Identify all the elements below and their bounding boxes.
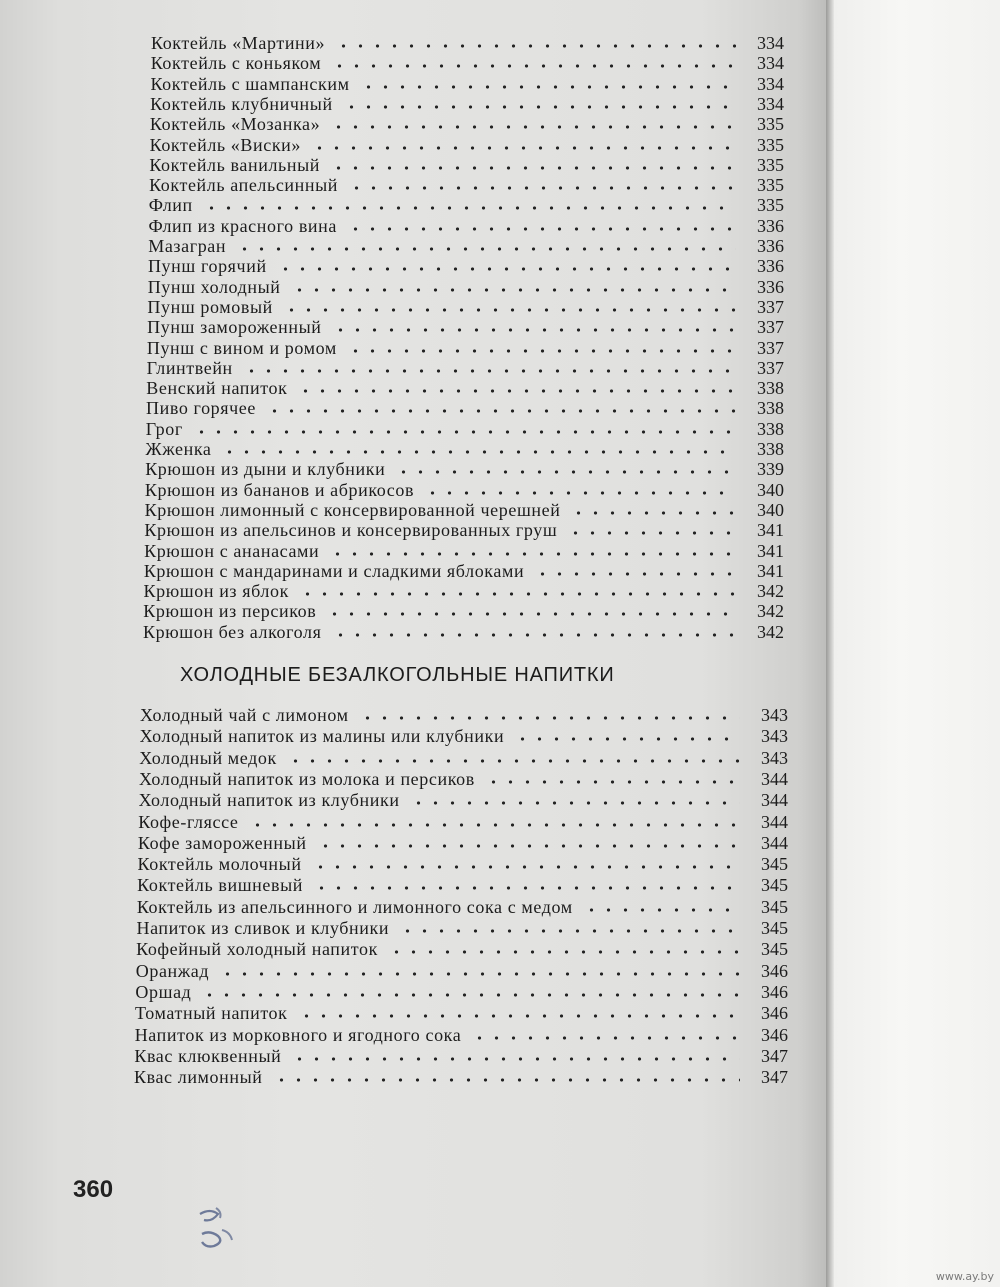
toc-entry-page: 341 xyxy=(756,560,784,581)
toc-entry-title: Квас лимонный xyxy=(134,1067,263,1088)
toc-entry xyxy=(135,982,788,1003)
dot-leader xyxy=(189,429,736,435)
toc-entry xyxy=(135,1003,788,1024)
toc-entry-title: Коктейль «Виски» xyxy=(149,134,302,155)
toc-entry-page: 345 xyxy=(760,854,788,875)
toc-entry-title: Флип xyxy=(148,195,193,216)
toc-entry xyxy=(146,398,784,419)
toc-entry xyxy=(144,541,784,562)
dot-leader xyxy=(530,571,736,577)
toc-entry xyxy=(140,705,788,726)
toc-entry xyxy=(147,297,784,318)
dot-leader xyxy=(307,145,736,151)
dot-leader xyxy=(406,800,740,806)
dot-leader xyxy=(279,307,736,313)
toc-entry-title: Холодный медок xyxy=(139,747,277,768)
dot-leader xyxy=(328,632,736,638)
toc-entry-page: 345 xyxy=(760,939,788,960)
toc-entry-title: Холодный напиток из малины или клубники xyxy=(139,726,505,747)
toc-entry-title: Коктейль вишневый xyxy=(137,875,304,896)
toc-entry-title: Венский напиток xyxy=(146,378,288,399)
toc-entry xyxy=(148,236,784,257)
toc-entry-page: 345 xyxy=(760,875,788,896)
toc-entry xyxy=(147,358,784,379)
dot-leader xyxy=(273,266,736,272)
toc-entry xyxy=(137,875,788,896)
toc-entry xyxy=(146,378,784,399)
toc-entry-page: 336 xyxy=(756,256,784,277)
toc-entry-page: 341 xyxy=(756,540,784,561)
toc-entry-page: 336 xyxy=(756,236,784,256)
dot-leader xyxy=(331,43,736,49)
toc-entry-title: Квас клюквенный xyxy=(134,1045,282,1066)
toc-entry xyxy=(138,854,788,875)
toc-entry-page: 346 xyxy=(760,960,788,981)
dot-leader xyxy=(199,205,736,211)
dot-leader xyxy=(308,864,740,870)
toc-entry-title: Оранжад xyxy=(135,960,210,981)
toc-entry xyxy=(134,1046,788,1067)
dot-leader xyxy=(325,551,736,557)
page-edge-shadow xyxy=(826,0,834,1287)
toc-entry xyxy=(145,500,784,521)
toc-entry xyxy=(140,726,788,747)
dot-leader xyxy=(563,530,736,536)
dot-leader xyxy=(269,1077,740,1083)
dot-leader xyxy=(391,469,736,475)
dot-leader xyxy=(343,348,736,354)
section-heading: ХОЛОДНЫЕ БЕЗАЛКОГОЛЬНЫЕ НАПИТКИ xyxy=(180,664,615,686)
dot-leader xyxy=(287,287,736,293)
toc-entry xyxy=(147,317,784,338)
toc-entry-title: Холодный напиток из молока и персиков xyxy=(138,768,475,789)
dot-leader xyxy=(322,611,736,617)
toc-entry xyxy=(149,195,784,216)
toc-entry-title: Флип из красного вина xyxy=(148,215,337,236)
toc-entry-page: 343 xyxy=(760,726,788,747)
toc-entry xyxy=(149,175,784,196)
toc-entry xyxy=(138,812,788,833)
toc-entry-title: Коктейль апельсинный xyxy=(149,175,339,196)
toc-entry-title: Пунш с вином и ромом xyxy=(146,337,337,358)
toc-entry-title: Пунш горячий xyxy=(147,256,267,277)
toc-entry-page: 344 xyxy=(760,768,788,789)
toc-entry xyxy=(137,897,788,918)
toc-entry-page: 338 xyxy=(756,418,784,439)
toc-entry xyxy=(147,338,784,359)
dot-leader xyxy=(262,408,736,414)
toc-entry-title: Крюшон из бананов и абрикосов xyxy=(144,479,415,500)
toc-entry-title: Крюшон лимонный с консервированной черешней xyxy=(144,499,561,520)
toc-entry-page: 337 xyxy=(756,296,784,317)
toc-entry-title: Кофе замороженный xyxy=(137,832,307,853)
toc-entry-title: Кофейный холодный напиток xyxy=(136,939,378,960)
toc-entry-title: Холодный напиток из клубники xyxy=(138,790,400,811)
toc-entry-title: Холодный чай с лимоном xyxy=(140,705,349,725)
toc-entry xyxy=(148,256,784,277)
toc-entry-title: Коктейль «Мозанка» xyxy=(149,114,321,135)
toc-entry xyxy=(150,114,784,135)
dot-leader xyxy=(326,165,736,171)
toc-entry xyxy=(145,439,784,460)
toc-entry-title: Коктейль «Мартини» xyxy=(151,33,326,53)
toc-entry-page: 344 xyxy=(760,811,788,832)
toc-entry-page: 343 xyxy=(760,747,788,768)
toc-entry xyxy=(150,74,784,95)
dot-leader xyxy=(309,885,740,891)
toc-entry-page: 346 xyxy=(760,1024,788,1045)
toc-entry-page: 340 xyxy=(756,479,784,500)
toc-entry-title: Грог xyxy=(145,418,183,439)
toc-entry-title: Крюшон с ананасами xyxy=(144,540,320,561)
toc-entry-title: Глинтвейн xyxy=(146,357,233,378)
toc-entry-page: 337 xyxy=(756,317,784,338)
toc-entry-title: Крюшон с мандаринами и сладкими яблоками xyxy=(143,560,525,581)
toc-entry-title: Напиток из морковного и ягодного сока xyxy=(134,1024,462,1045)
dot-leader xyxy=(510,736,740,742)
toc-entry-title: Коктейль из апельсинного и лимонного сока с медом xyxy=(136,896,573,917)
toc-entry-page: 347 xyxy=(761,1067,788,1088)
dot-leader xyxy=(384,949,740,955)
dot-leader xyxy=(566,510,736,516)
toc-entry-page: 335 xyxy=(756,154,784,175)
toc-entry xyxy=(151,53,784,74)
toc-entry-page: 343 xyxy=(761,705,788,725)
toc-entry-page: 335 xyxy=(756,114,784,135)
toc-entry-title: Коктейль с шампанским xyxy=(150,73,350,94)
toc-entry-page: 346 xyxy=(760,1003,788,1024)
toc-entry xyxy=(136,939,788,960)
dot-leader xyxy=(344,185,736,191)
toc-entry xyxy=(148,277,784,298)
dot-leader xyxy=(313,843,740,849)
toc-entry-title: Коктейль клубничный xyxy=(150,93,333,114)
dot-leader xyxy=(356,84,736,90)
toc-entry xyxy=(150,135,784,156)
toc-entry-page: 347 xyxy=(760,1045,788,1066)
toc-entry-page: 336 xyxy=(756,276,784,297)
dot-leader xyxy=(339,104,736,110)
toc-entry xyxy=(144,581,784,602)
toc-entry xyxy=(144,561,784,582)
dot-leader xyxy=(467,1035,740,1041)
dot-leader xyxy=(327,63,736,69)
toc-entry-title: Коктейль с коньяком xyxy=(150,53,322,74)
toc-entry-page: 335 xyxy=(756,134,784,155)
toc-entry-title: Крюшон из апельсинов и консервированных груш xyxy=(144,520,558,541)
toc-entry-page: 335 xyxy=(756,175,784,196)
toc-entry xyxy=(139,790,788,811)
toc-entry xyxy=(139,769,788,790)
dot-leader xyxy=(215,971,740,977)
toc-entry-title: Мазагран xyxy=(148,236,227,256)
toc-entry-page: 336 xyxy=(756,215,784,236)
dot-leader xyxy=(245,822,740,828)
toc-entry xyxy=(135,1025,788,1046)
toc-entry-page: 342 xyxy=(756,581,784,602)
toc-entry-title: Крюшон из дыни и клубники xyxy=(145,459,386,480)
dot-leader xyxy=(197,992,740,998)
toc-entry-title: Оршад xyxy=(135,981,192,1002)
toc-entry-page: 334 xyxy=(756,53,784,74)
dot-leader xyxy=(343,226,736,232)
toc-entry xyxy=(149,155,784,176)
site-watermark: www.ay.by xyxy=(935,1270,994,1283)
toc-entry-page: 345 xyxy=(760,918,788,938)
toc-entry-page: 338 xyxy=(756,378,784,399)
dot-leader xyxy=(326,124,736,130)
dot-leader xyxy=(355,715,740,721)
toc-entry xyxy=(144,520,784,541)
toc-entry-page: 344 xyxy=(760,832,788,853)
dot-leader xyxy=(328,327,736,333)
dot-leader xyxy=(239,368,736,374)
toc-entry-page: 334 xyxy=(756,93,784,114)
toc-entry-page: 345 xyxy=(760,896,788,917)
toc-entry-title: Коктейль ванильный xyxy=(149,154,321,175)
toc-entry xyxy=(139,748,788,769)
toc-entry-page: 344 xyxy=(760,790,788,811)
toc-entry xyxy=(138,833,788,854)
toc-entry-title: Томатный напиток xyxy=(135,1003,288,1024)
toc-entry-page: 339 xyxy=(756,459,784,480)
dot-leader xyxy=(420,490,736,496)
toc-entry-page: 337 xyxy=(756,337,784,358)
dot-leader xyxy=(283,758,740,764)
toc-entry-title: Крюшон из яблок xyxy=(143,581,289,602)
toc-entry-title: Пунш ромовый xyxy=(147,296,273,317)
background-right xyxy=(834,0,1000,1287)
ink-stamp-mark xyxy=(192,1204,242,1252)
toc-entry-title: Кофе-гляссе xyxy=(138,811,239,832)
toc-entry-page: 334 xyxy=(756,73,784,94)
dot-leader xyxy=(294,1013,740,1019)
toc-entry-title: Жженка xyxy=(145,439,212,459)
toc-entry-page: 341 xyxy=(756,520,784,541)
toc-entry-title: Коктейль молочный xyxy=(137,854,302,875)
toc-entry xyxy=(145,459,784,480)
toc-entry-page: 335 xyxy=(756,195,784,216)
toc-entry xyxy=(143,622,784,643)
dot-leader xyxy=(395,928,740,934)
toc-entry xyxy=(150,94,784,115)
dot-leader xyxy=(293,388,736,394)
toc-entry-page: 337 xyxy=(756,357,784,378)
toc-entry-title: Пиво горячее xyxy=(146,398,256,419)
toc-entry-page: 334 xyxy=(757,33,784,53)
toc-entry-page: 342 xyxy=(757,621,784,642)
dot-leader xyxy=(217,449,736,455)
toc-entry-page: 340 xyxy=(756,499,784,520)
toc-entry-title: Пунш холодный xyxy=(147,276,281,297)
dot-leader xyxy=(287,1056,740,1062)
toc-entry-page: 338 xyxy=(756,439,784,459)
page-number: 360 xyxy=(73,1176,114,1203)
toc-entry-page: 342 xyxy=(756,601,784,622)
dot-leader xyxy=(579,907,740,913)
toc-entry xyxy=(143,601,784,622)
toc-entry xyxy=(136,961,788,982)
toc-entry xyxy=(149,216,784,237)
toc-entry xyxy=(151,33,784,54)
dot-leader xyxy=(481,779,740,785)
toc-entry-title: Пунш замороженный xyxy=(147,317,322,338)
dot-leader xyxy=(232,246,736,252)
toc-entry xyxy=(134,1067,788,1088)
toc-entry xyxy=(145,480,784,501)
toc-entry-title: Крюшон без алкоголя xyxy=(143,621,322,642)
dot-leader xyxy=(295,591,736,597)
toc-entry-page: 338 xyxy=(756,398,784,419)
toc-entry-title: Крюшон из персиков xyxy=(143,601,317,622)
toc-entry xyxy=(136,918,788,939)
toc-entry xyxy=(146,419,784,440)
toc-entry-title: Напиток из сливок и клубники xyxy=(136,918,390,938)
toc-entry-page: 346 xyxy=(760,981,788,1002)
